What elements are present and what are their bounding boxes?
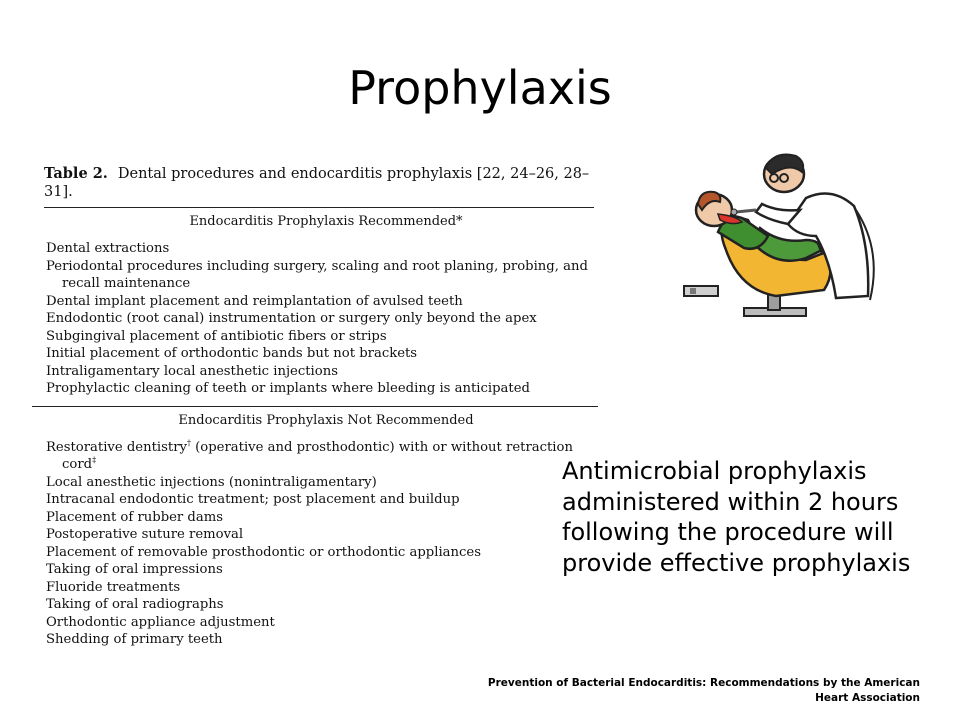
list-item: Initial placement of orthodontic bands but not brackets (46, 346, 418, 361)
list-item: Prophylactic cleaning of teeth or implants where bleeding is anticipated (46, 381, 530, 396)
list-item: Placement of removable prosthodontic or orthodontic appliances (46, 544, 482, 560)
list-item: Subgingival placement of antibiotic fibers or strips (46, 328, 387, 344)
list-item: Taking of oral radiographs (46, 597, 224, 612)
not-recommended-heading: Endocarditis Prophylaxis Not Recommended (178, 412, 474, 428)
list-item-text: (operative and prosthodontic) with or without retraction cord (62, 439, 573, 472)
source-citation: Prevention of Bacterial Endocarditis: Recommendations by the American Heart Association (487, 677, 920, 704)
list-item: Periodontal procedures including surgery, scaling and root planing, probing, and recall maintenance (46, 258, 588, 291)
footnote-mark: † (186, 438, 191, 448)
list-item: Fluoride treatments (46, 579, 181, 595)
list-item: Intraligamentary local anesthetic injections (46, 363, 338, 379)
recommended-list (36, 240, 596, 398)
list-item: Orthodontic appliance adjustment (46, 614, 275, 630)
list-item: Endodontic (root canal) instrumentation or surgery only beyond the apex (46, 311, 537, 326)
table-rule-middle (32, 406, 598, 407)
table-label: Table 2. (44, 165, 108, 182)
table-rule-top (44, 207, 594, 208)
list-item: Dental implant placement and reimplantation of avulsed teeth (46, 293, 463, 309)
list-item: Taking of oral impressions (46, 562, 223, 577)
table-caption-text: Dental procedures and endocarditis prophylaxis [22, 24–26, 28–31]. (44, 166, 590, 200)
table-caption (36, 165, 596, 201)
not-recommended-list (36, 439, 596, 649)
footnote-mark: ‡ (92, 455, 97, 465)
recommended-heading: Endocarditis Prophylaxis Recommended* (189, 214, 463, 229)
list-item: Intracanal endodontic treatment; post placement and buildup (46, 492, 460, 507)
list-item-text: Restorative dentistry (46, 439, 187, 455)
list-item (46, 439, 607, 474)
list-item: Placement of rubber dams (46, 509, 224, 525)
list-item: Postoperative suture removal (46, 527, 244, 542)
dentist-patient-illustration-icon (656, 140, 896, 340)
procedures-table (36, 165, 596, 649)
list-item: Dental extractions (46, 241, 170, 256)
slide-title: Prophylaxis (348, 61, 612, 115)
list-item: Local anesthetic injections (nonintraligamentary) (46, 474, 377, 490)
list-item: Shedding of primary teeth (46, 632, 223, 647)
prophylaxis-note: Antimicrobial prophylaxis administered within 2 hours following the procedure will provide effective prophylaxis (562, 457, 911, 577)
